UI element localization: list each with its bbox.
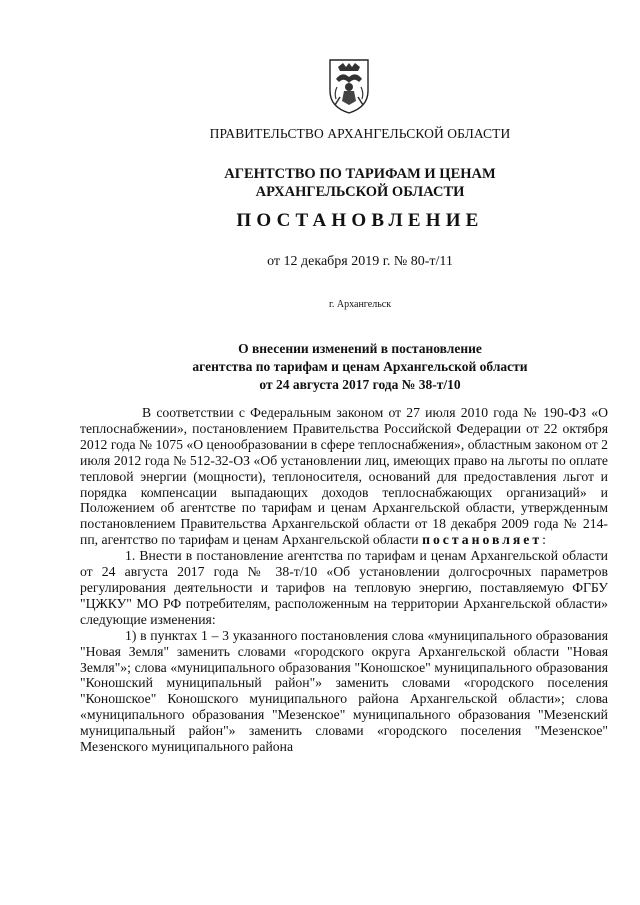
resolves-colon: : (542, 532, 546, 548)
subject-line-1: О внесении изменений в постановление (238, 341, 482, 356)
issue-city: г. Архангельск (328, 299, 392, 310)
document-date-number: от 12 декабря 2019 г. № 80-т/11 (267, 254, 453, 269)
document-body (80, 405, 608, 755)
item-1-1-paragraph: 1) в пунктах 1 – 3 указанного постановления слова «муниципального образования "Новая Земля" заменить словами «городского округа Архангельской области "Новая Земля"»; слова «муниципального образования "Коношское" муниципального образования "Коношский муниципальный район"» заменить словами «городского поселения "Коношское" Коношского муниципального района Архангельской области»; слова «муниципального образования "Мезенское" муниципального образования "Мезенский муниципальный район"» заменить словами «городского поселения "Мезенское" Мезенского муниципального района (80, 627, 608, 755)
government-name: ПРАВИТЕЛЬСТВО АРХАНГЕЛЬСКОЙ ОБЛАСТИ (209, 126, 511, 141)
resolves-word: постановляет (422, 532, 543, 548)
document-type-title: ПОСТАНОВЛЕНИЕ (236, 210, 484, 231)
agency-name-line-2: АРХАНГЕЛЬСКОЙ ОБЛАСТИ (255, 184, 465, 200)
coat-of-arms-icon (326, 57, 372, 115)
agency-name-line-1: АГЕНТСТВО ПО ТАРИФАМ И ЦЕНАМ (224, 166, 496, 182)
preamble-text: В соответствии с Федеральным законом от 27 июля 2010 года № 190-ФЗ «О теплоснабжении», постановлением Правительства Российской Федерации от 22 октября 2012 года № 1075 «О ценообразовании в сфере теплоснабжения», областным законом от 2 июля 2012 года № 512-32-ОЗ «Об установлении лиц, имеющих право на льготы по оплате тепловой энергии (мощности), теплоносителя, оснований для предоставления льгот и порядка компенсации выпадающих доходов теплоснабжающих организаций» и Положением об агентстве по тарифам и ценам Архангельской области, утвержденным постановлением Правительства Архангельской области от 18 декабря 2009 года № 214-пп, агентство по тарифам и ценам Архангельской области (80, 405, 608, 548)
subject-line-2: агентства по тарифам и ценам Архангельской области (192, 359, 528, 374)
subject-line-3: от 24 августа 2017 года № 38-т/10 (259, 377, 461, 392)
document-subject (60, 340, 640, 394)
item-1-paragraph: 1. Внести в постановление агентства по тарифам и ценам Архангельской области от 24 августа 2017 года № 38-т/10 «Об установлении долгосрочных параметров регулирования деятельности и тарифов на тепловую энергию, поставляемую ФГБУ "ЦЖКУ" МО РФ потребителям, расположенным на территории Архангельской области» следующие изменения: (80, 548, 608, 627)
preamble-paragraph (80, 405, 608, 548)
agency-name (60, 165, 640, 201)
